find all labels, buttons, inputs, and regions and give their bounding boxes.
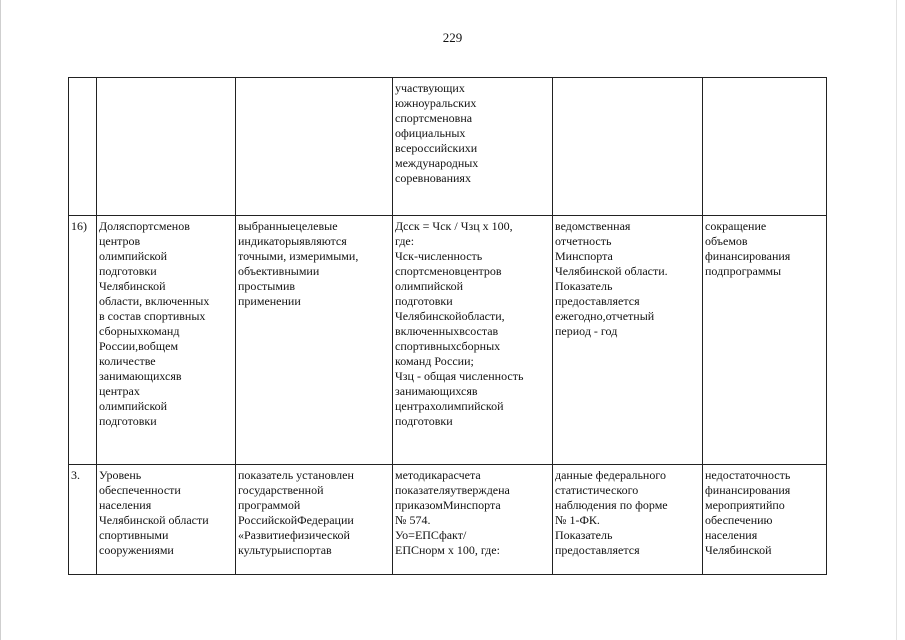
cell-line: сооружениями xyxy=(99,543,174,557)
cell-line: наблюдения по форме xyxy=(555,498,668,512)
scan-edge-right xyxy=(896,0,897,640)
cell-line: данные федерального xyxy=(555,468,666,482)
cell-line: ведомственная xyxy=(555,219,631,233)
cell-risk xyxy=(703,216,827,465)
cell-line: где: xyxy=(395,234,415,248)
cell-line: Чзц - общая численность xyxy=(395,369,524,383)
cell-line: населения xyxy=(705,528,758,542)
table-row xyxy=(69,465,827,575)
cell-indicator-name xyxy=(97,216,236,465)
scan-edge-left xyxy=(0,0,1,640)
cell-line: Челябинскойобласти, xyxy=(395,309,505,323)
cell-line: в состав спортивных xyxy=(99,309,206,323)
cell-line: сокращение xyxy=(705,219,767,233)
cell-line: № 1-ФК. xyxy=(555,513,600,527)
cell-line: методикарасчета xyxy=(395,468,481,482)
cell-formula xyxy=(393,78,553,216)
cell-line: официальных xyxy=(395,126,466,140)
cell-line: культурыиспортав xyxy=(238,543,332,557)
cell-line: подготовки xyxy=(99,264,157,278)
cell-line: предоставляется xyxy=(555,543,640,557)
cell-line: подготовки xyxy=(395,414,453,428)
cell-line: подготовки xyxy=(395,294,453,308)
cell-line: участвующих xyxy=(395,81,465,95)
cell-line: населения xyxy=(99,498,152,512)
cell-line: Челябинской xyxy=(99,279,166,293)
cell-source xyxy=(553,465,703,575)
cell-number xyxy=(69,78,97,216)
cell-line: Доляспортсменов xyxy=(99,219,190,233)
cell-line: Минспорта xyxy=(555,249,613,263)
cell-line: включенныхвсостав xyxy=(395,324,499,338)
cell-line: отчетность xyxy=(555,234,612,248)
cell-line: центрах xyxy=(99,384,140,398)
cell-line: показателяутверждена xyxy=(395,483,510,497)
cell-line: международных xyxy=(395,156,479,170)
cell-line: спортсменовцентров xyxy=(395,264,502,278)
cell-line: южноуральских xyxy=(395,96,477,110)
cell-line: № 574. xyxy=(395,513,431,527)
cell-risk xyxy=(703,78,827,216)
cell-line: команд России; xyxy=(395,354,474,368)
cell-line: центров xyxy=(99,234,141,248)
cell-line: выбранныецелевые xyxy=(238,219,338,233)
cell-line: олимпийской xyxy=(99,399,168,413)
cell-line: обеспеченности xyxy=(99,483,181,497)
cell-line: Показатель xyxy=(555,279,613,293)
cell-line: ежегодно,отчетный xyxy=(555,309,655,323)
cell-line: всероссийскихи xyxy=(395,141,478,155)
cell-line: спортивными xyxy=(99,528,169,542)
cell-line: Дсск = Чск / Чзц х 100, xyxy=(395,219,513,233)
cell-line: сборныхкоманд xyxy=(99,324,180,338)
cell-line: простымив xyxy=(238,279,296,293)
cell-line: финансирования xyxy=(705,249,791,263)
cell-line: Челябинской области xyxy=(99,513,209,527)
cell-formula xyxy=(393,465,553,575)
cell-line: олимпийской xyxy=(395,279,464,293)
cell-line: подпрограммы xyxy=(705,264,782,278)
cell-indicator-name xyxy=(97,465,236,575)
cell-method xyxy=(236,78,393,216)
cell-line: подготовки xyxy=(99,414,157,428)
cell-line: Уровень xyxy=(99,468,142,482)
cell-line: количестве xyxy=(99,354,156,368)
cell-line: государственной xyxy=(238,483,324,497)
cell-indicator-name xyxy=(97,78,236,216)
cell-line: Челябинской xyxy=(705,543,772,557)
cell-source xyxy=(553,78,703,216)
cell-line: Уо=ЕПСфакт/ xyxy=(395,528,467,542)
cell-line: программой xyxy=(238,498,301,512)
cell-line: объективнымии xyxy=(238,264,320,278)
cell-line: спортивныхсборных xyxy=(395,339,501,353)
cell-line: предоставляется xyxy=(555,294,640,308)
cell-line: приказомМинспорта xyxy=(395,498,501,512)
cell-line: центрахолимпийской xyxy=(395,399,504,413)
cell-line: применении xyxy=(238,294,301,308)
page-number: 229 xyxy=(442,30,463,45)
cell-formula xyxy=(393,216,553,465)
cell-line: олимпийской xyxy=(99,249,168,263)
cell-line: Челябинской области. xyxy=(555,264,668,278)
cell-source xyxy=(553,216,703,465)
cell-line: спортсменовна xyxy=(395,111,473,125)
cell-line: статистического xyxy=(555,483,639,497)
cell-line: России,вобщем xyxy=(99,339,179,353)
cell-line: период - год xyxy=(555,324,618,338)
cell-line: Показатель xyxy=(555,528,613,542)
cell-line: области, включенных xyxy=(99,294,210,308)
cell-line: Чск-численность xyxy=(395,249,483,263)
cell-method xyxy=(236,465,393,575)
cell-line: недостаточность xyxy=(705,468,791,482)
cell-number: 3. xyxy=(69,465,97,575)
cell-line: объемов xyxy=(705,234,748,248)
cell-line: финансирования xyxy=(705,483,791,497)
table-row xyxy=(69,78,827,216)
cell-risk xyxy=(703,465,827,575)
indicator-table xyxy=(68,77,827,575)
cell-line: занимающихсяв xyxy=(395,384,478,398)
cell-line: ЕПСнорм х 100, где: xyxy=(395,543,500,557)
cell-method xyxy=(236,216,393,465)
cell-line: соревнованиях xyxy=(395,171,471,185)
cell-line: показатель установлен xyxy=(238,468,354,482)
cell-line: точными, измеримыми, xyxy=(238,249,359,263)
table-row xyxy=(69,216,827,465)
cell-line: «Развитиефизической xyxy=(238,528,350,542)
cell-line: индикаторыявляются xyxy=(238,234,347,248)
cell-line: РоссийскойФедерации xyxy=(238,513,354,527)
cell-line: занимающихсяв xyxy=(99,369,182,383)
cell-line: мероприятийпо xyxy=(705,498,785,512)
cell-line: обеспечению xyxy=(705,513,773,527)
cell-number: 16) xyxy=(69,216,97,465)
